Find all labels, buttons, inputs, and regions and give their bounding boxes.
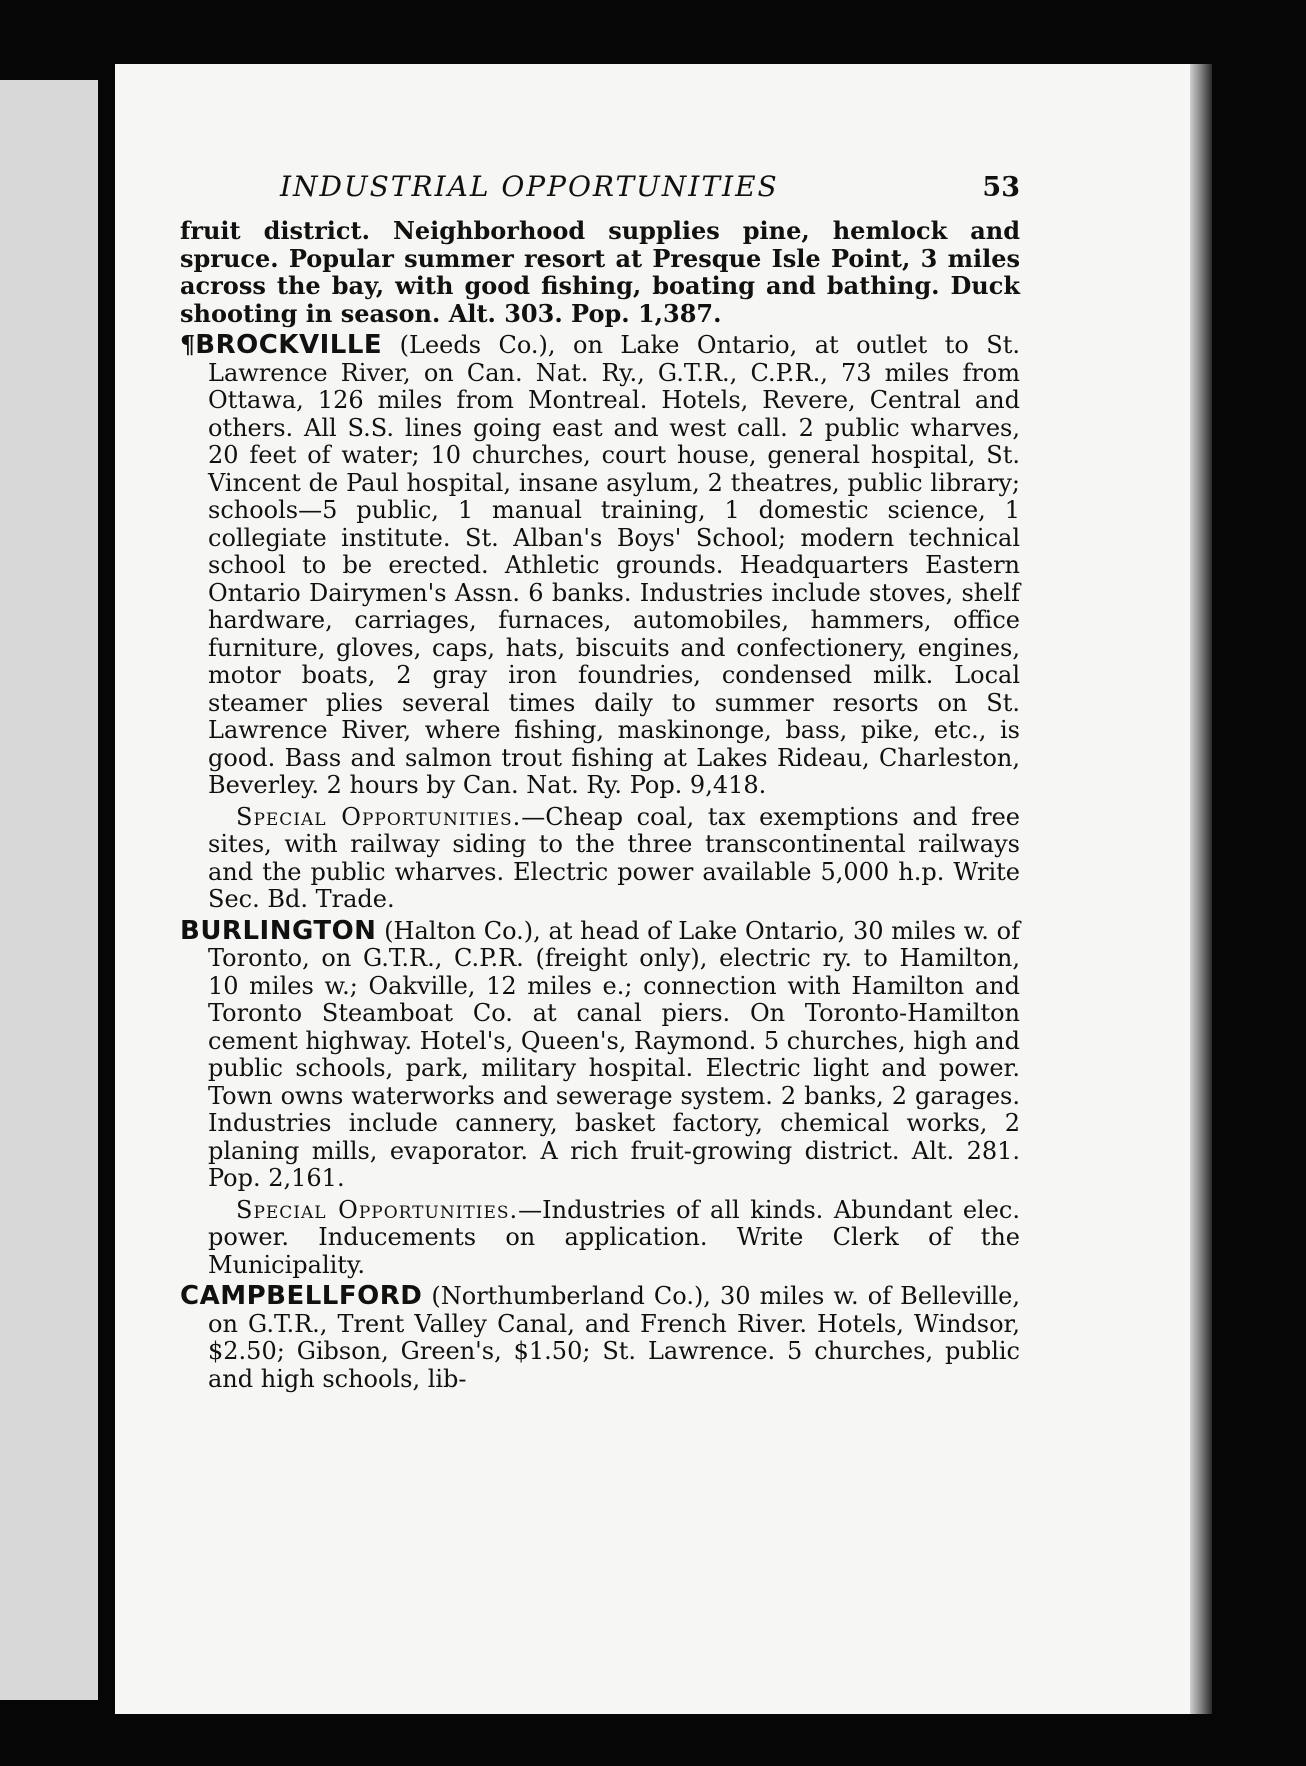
book-spine-shadow (1190, 64, 1212, 1714)
entry-body: (Halton Co.), at head of Lake Ontario, 30 miles w. of Toronto, on G.T.R., C.P.R. (freight only), electric ry. to Hamilton, 10 miles w.; Oakville, 12 miles e.; connection with Hamilton and Toronto Steamboat Co. at canal piers. On Toronto-Hamilton cement highway. Hotel's, Queen's, Raymond. 5 churches, high and public schools, park, military hospital. Electric light and power. Town owns waterworks and sewerage system. 2 banks, 2 garages. Industries include cannery, basket factory, chemical works, 2 planing mills, evaporator. A rich fruit-growing district. Alt. 281. Pop. 2,161. (208, 916, 1020, 1192)
entry-burlington (180, 915, 1020, 1193)
page-number: 53 (982, 172, 1020, 203)
page-header (180, 170, 1020, 203)
special-opportunities-burlington (180, 1197, 1020, 1280)
special-text: —Industries of all kinds. Abundant elec. power. Inducements on application. Write Clerk of the Municipality. (208, 1195, 1020, 1279)
page-content (180, 170, 1020, 1397)
pilcrow-marker: ¶ (180, 330, 196, 359)
special-text: —Cheap coal, tax exemptions and free sites, with railway siding to the three transcontinental railways and the public wharves. Electric power available 5,000 h.p. Write Sec. Bd. Trade. (208, 802, 1020, 913)
continuation-paragraph: fruit district. Neighborhood supplies pine, hemlock and spruce. Popular summer resort at Presque Isle Point, 3 miles across the bay, with good fishing, boating and bathing. Duck shooting in season. Alt. 303. Pop. 1,387. (180, 216, 1020, 328)
place-name: BURLINGTON (180, 915, 377, 946)
special-label: Special Opportunities. (236, 1195, 519, 1224)
place-name: BROCKVILLE (195, 330, 383, 360)
place-name: CAMPBELLFORD (180, 1281, 423, 1311)
special-label: Special Opportunities. (236, 802, 522, 831)
facing-page-edge (0, 80, 98, 1700)
entry-brockville (180, 331, 1020, 800)
entry-body: (Leeds Co.), on Lake Ontario, at outlet to St. Lawrence River, on Can. Nat. Ry., G.T.R., C.P.R., 73 miles from Ottawa, 126 miles from Montreal. Hotels, Revere, Central and others. All S.S. lines going east and west call. 2 public wharves, 20 feet of water; 10 churches, court house, general hospital, St. Vincent de Paul hospital, insane asylum, 2 theatres, public library; schools—5 public, 1 manual training, 1 domestic science, 1 collegiate institute. St. Alban's Boys' School; modern technical school to be erected. Athletic grounds. Headquarters Eastern Ontario Dairymen's Assn. 6 banks. Industries include stoves, shelf hardware, carriages, furnaces, automobiles, hammers, office furniture, gloves, caps, hats, biscuits and confectionery, engines, motor boats, 2 gray iron foundries, condensed milk. Local steamer plies several times daily to summer resorts on St. Lawrence River, where fishing, maskinonge, bass, pike, etc., is good. Bass and salmon trout fishing at Lakes Rideau, Charleston, Beverley. 2 hours by Can. Nat. Ry. Pop. 9,418. (208, 331, 1020, 799)
entry-body: (Northumberland Co.), 30 miles w. of Belleville, on G.T.R., Trent Valley Canal, and French River. Hotels, Windsor, $2.50; Gibson, Green's, $1.50; St. Lawrence. 5 churches, public and high schools, lib- (208, 1282, 1020, 1393)
entry-campbellford (180, 1283, 1020, 1393)
running-head: INDUSTRIAL OPPORTUNITIES (280, 170, 779, 203)
special-opportunities-brockville (180, 804, 1020, 914)
